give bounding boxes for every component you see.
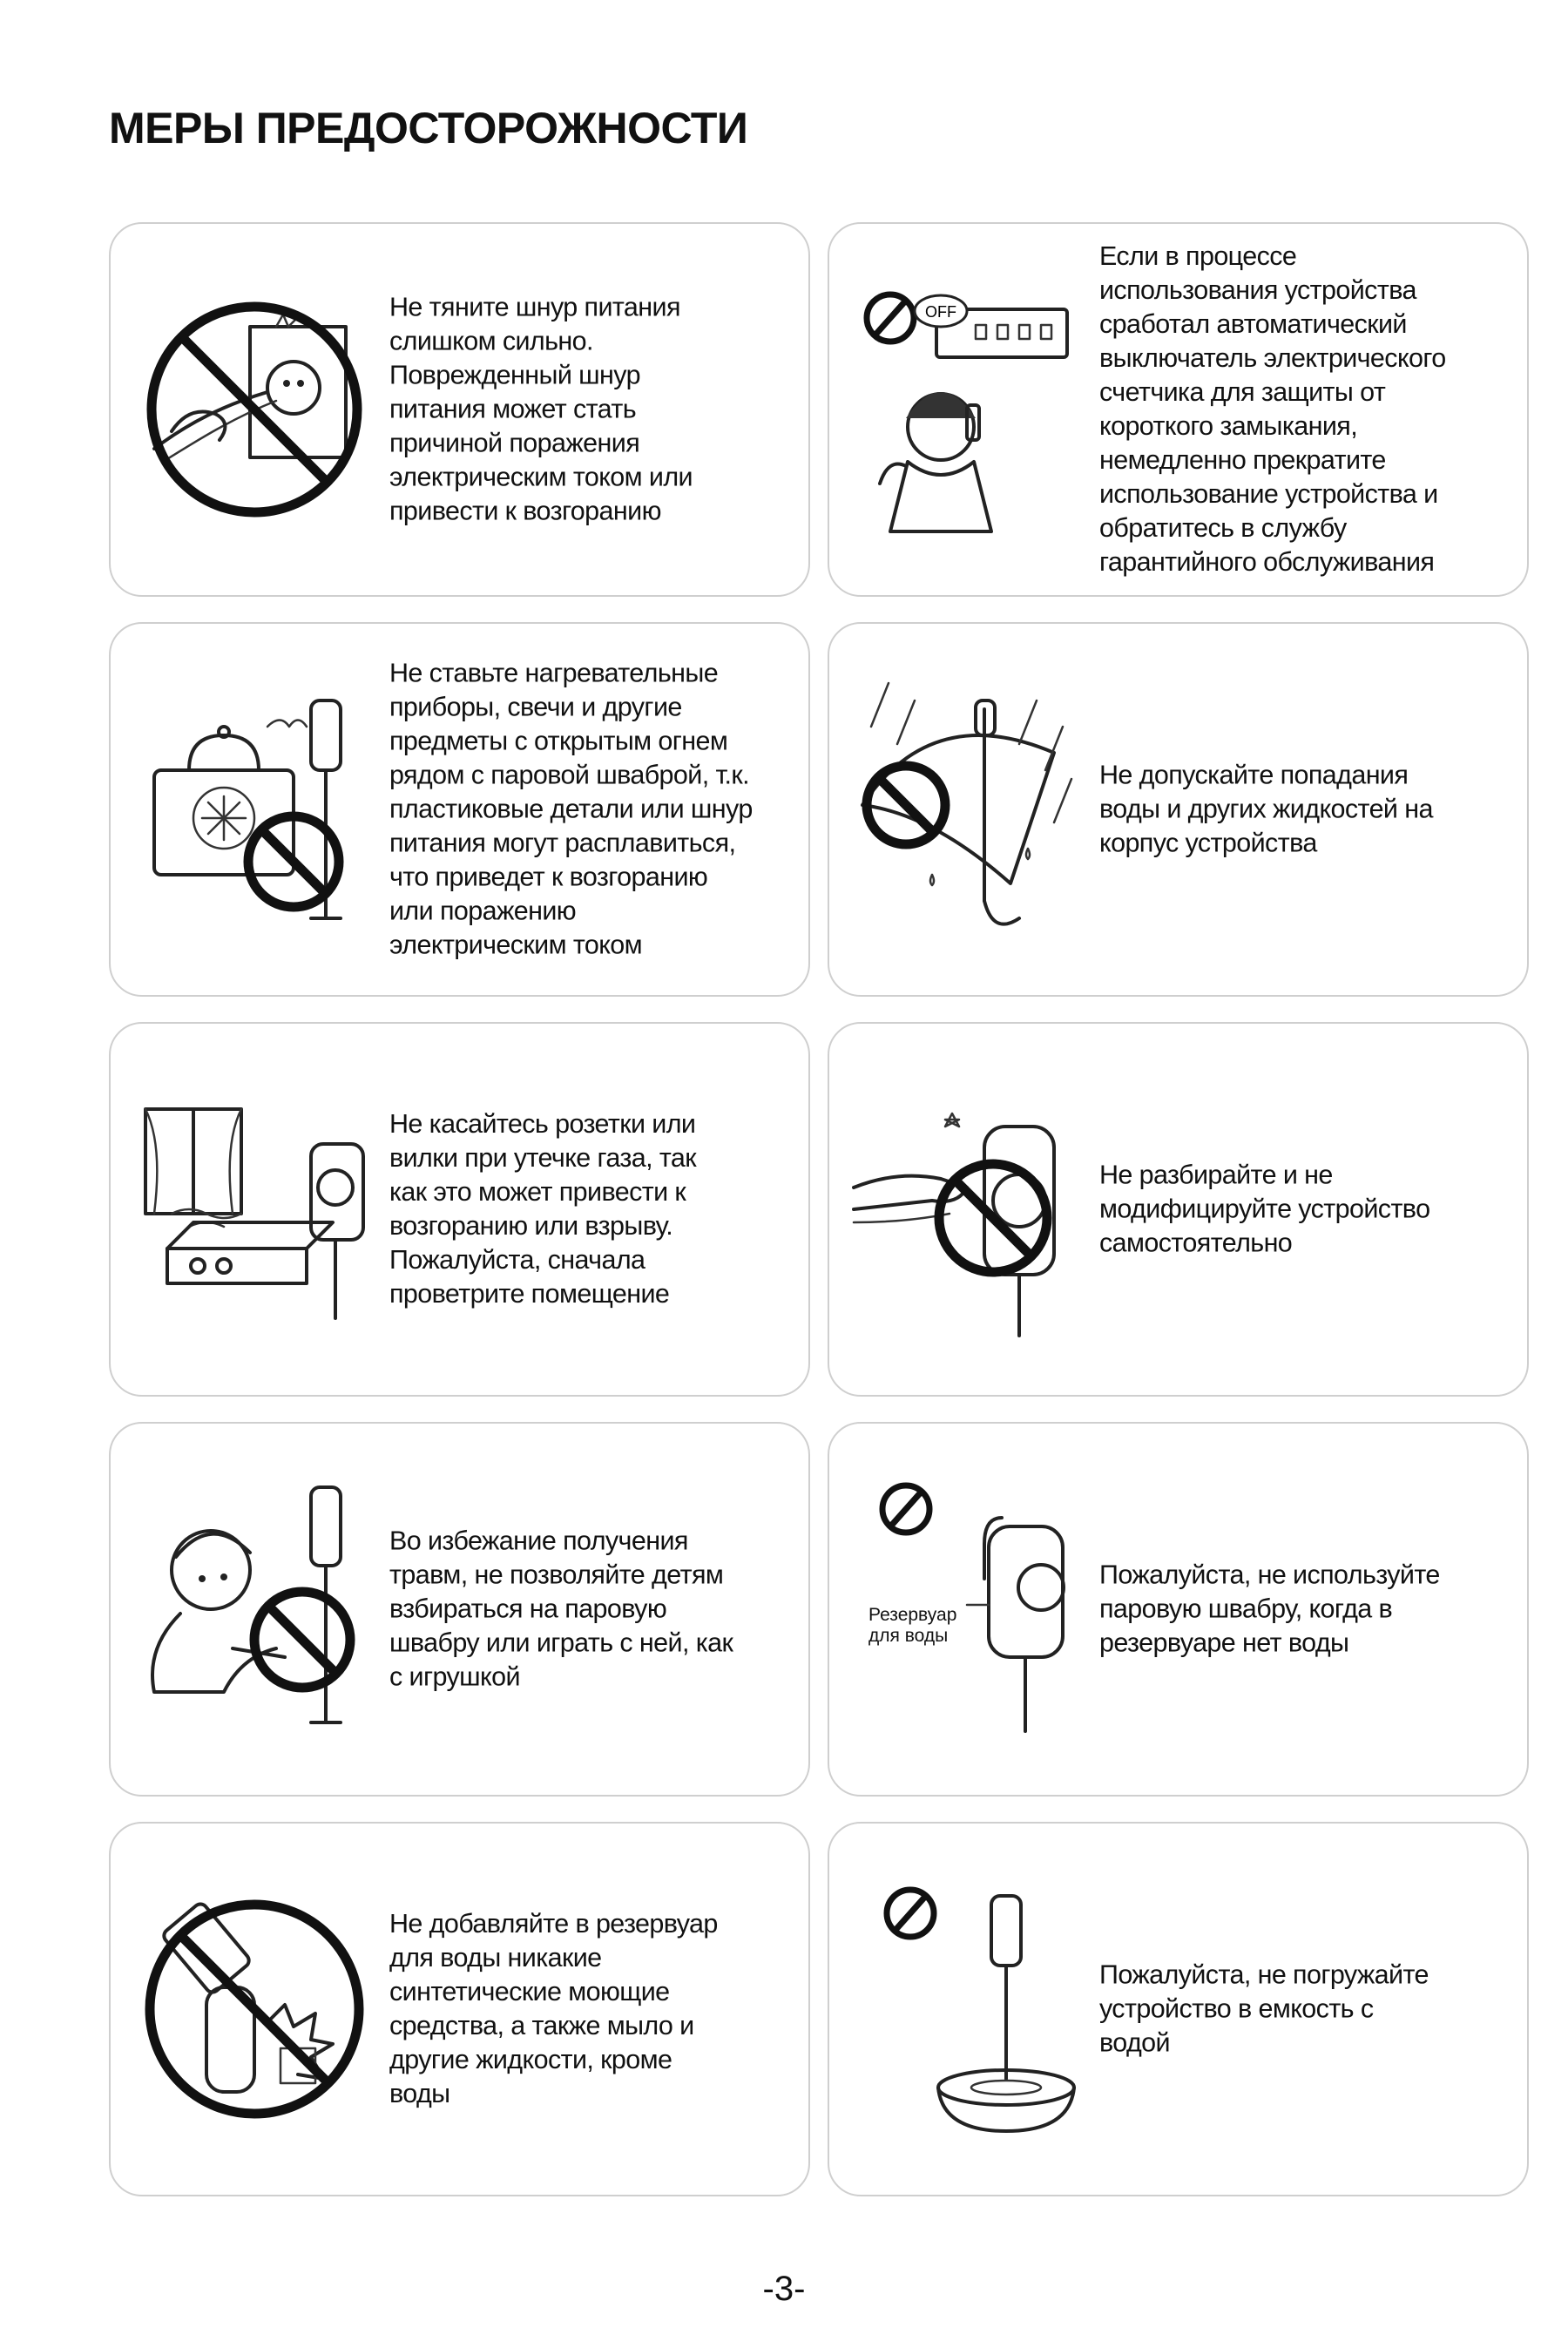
breaker-off-call-service-icon — [845, 274, 1080, 545]
precaution-text: Не ставьте нагревательные приборы, свечи и другие предметы с открытым огнем рядом с паровой шваброй, т.к. пластиковые детали или шнур питания могут расплавиться, что приведет к возгоранию или поражению электрическим током — [389, 658, 753, 960]
heater-near-mop-prohibited-icon — [137, 674, 372, 944]
precaution-card-heater — [109, 622, 810, 997]
precaution-card-water — [828, 622, 1529, 997]
page-number: -3- — [762, 2270, 806, 2308]
precaution-card-cord — [109, 222, 810, 597]
child-playing-prohibited-icon — [137, 1474, 372, 1744]
precaution-card-detergent — [109, 1822, 810, 2196]
precaution-text: Не разбирайте и не модифицируйте устройство самостоятельно — [1099, 1160, 1430, 1258]
page-title: МЕРЫ ПРЕДОСТОРОЖНОСТИ — [109, 104, 748, 152]
precaution-text: Не допускайте попадания воды и других жидкостей на корпус устройства — [1099, 760, 1433, 858]
precaution-text: Если в процессе использования устройства сработал автоматический выключатель электрического счетчика для защиты от короткого замыкания, немедленно прекратите использование устройства и обратитесь в службу гарантийного обслуживания — [1099, 241, 1446, 577]
precaution-text: Не тяните шнур питания слишком сильно. Поврежденный шнур питания может стать причиной поражения электрическим током или привести к возгоранию — [389, 292, 693, 526]
precaution-text: Во избежание получения травм, не позволяйте детям взбираться на паровую швабру или играть с ней, как с игрушкой — [389, 1526, 733, 1692]
precaution-card-disassembly — [828, 1022, 1529, 1397]
disassembly-prohibited-icon — [845, 1074, 1080, 1344]
precaution-card-empty-tank — [828, 1422, 1529, 1797]
precaution-card-gas — [109, 1022, 810, 1397]
water-tank-label: Резервуар для воды — [868, 1605, 957, 1646]
precaution-text: Не касайтесь розетки или вилки при утечке газа, так как это может привести к возгоранию или взрыву. Пожалуйста, сначала проветрите помещение — [389, 1109, 697, 1309]
immersion-prohibited-icon — [845, 1874, 1080, 2144]
precaution-text: Пожалуйста, не используйте паровую швабру, когда в резервуаре нет воды — [1099, 1560, 1440, 1658]
precaution-card-immersion — [828, 1822, 1529, 2196]
pulling-cord-prohibited-icon — [137, 274, 372, 545]
precaution-text: Пожалуйста, не погружайте устройство в емкость с водой — [1099, 1959, 1429, 2058]
off-switch-label: OFF — [925, 303, 956, 321]
gas-stove-window-icon — [137, 1074, 372, 1344]
precaution-card-breaker — [828, 222, 1529, 597]
umbrella-water-prohibited-icon — [845, 674, 1080, 944]
precaution-text: Не добавляйте в резервуар для воды никакие синтетические моющие средства, а также мыло и другие жидкости, кроме воды — [389, 1909, 718, 2108]
precaution-card-children — [109, 1422, 810, 1797]
detergent-prohibited-icon — [137, 1874, 372, 2144]
precautions-grid — [109, 222, 1529, 2196]
